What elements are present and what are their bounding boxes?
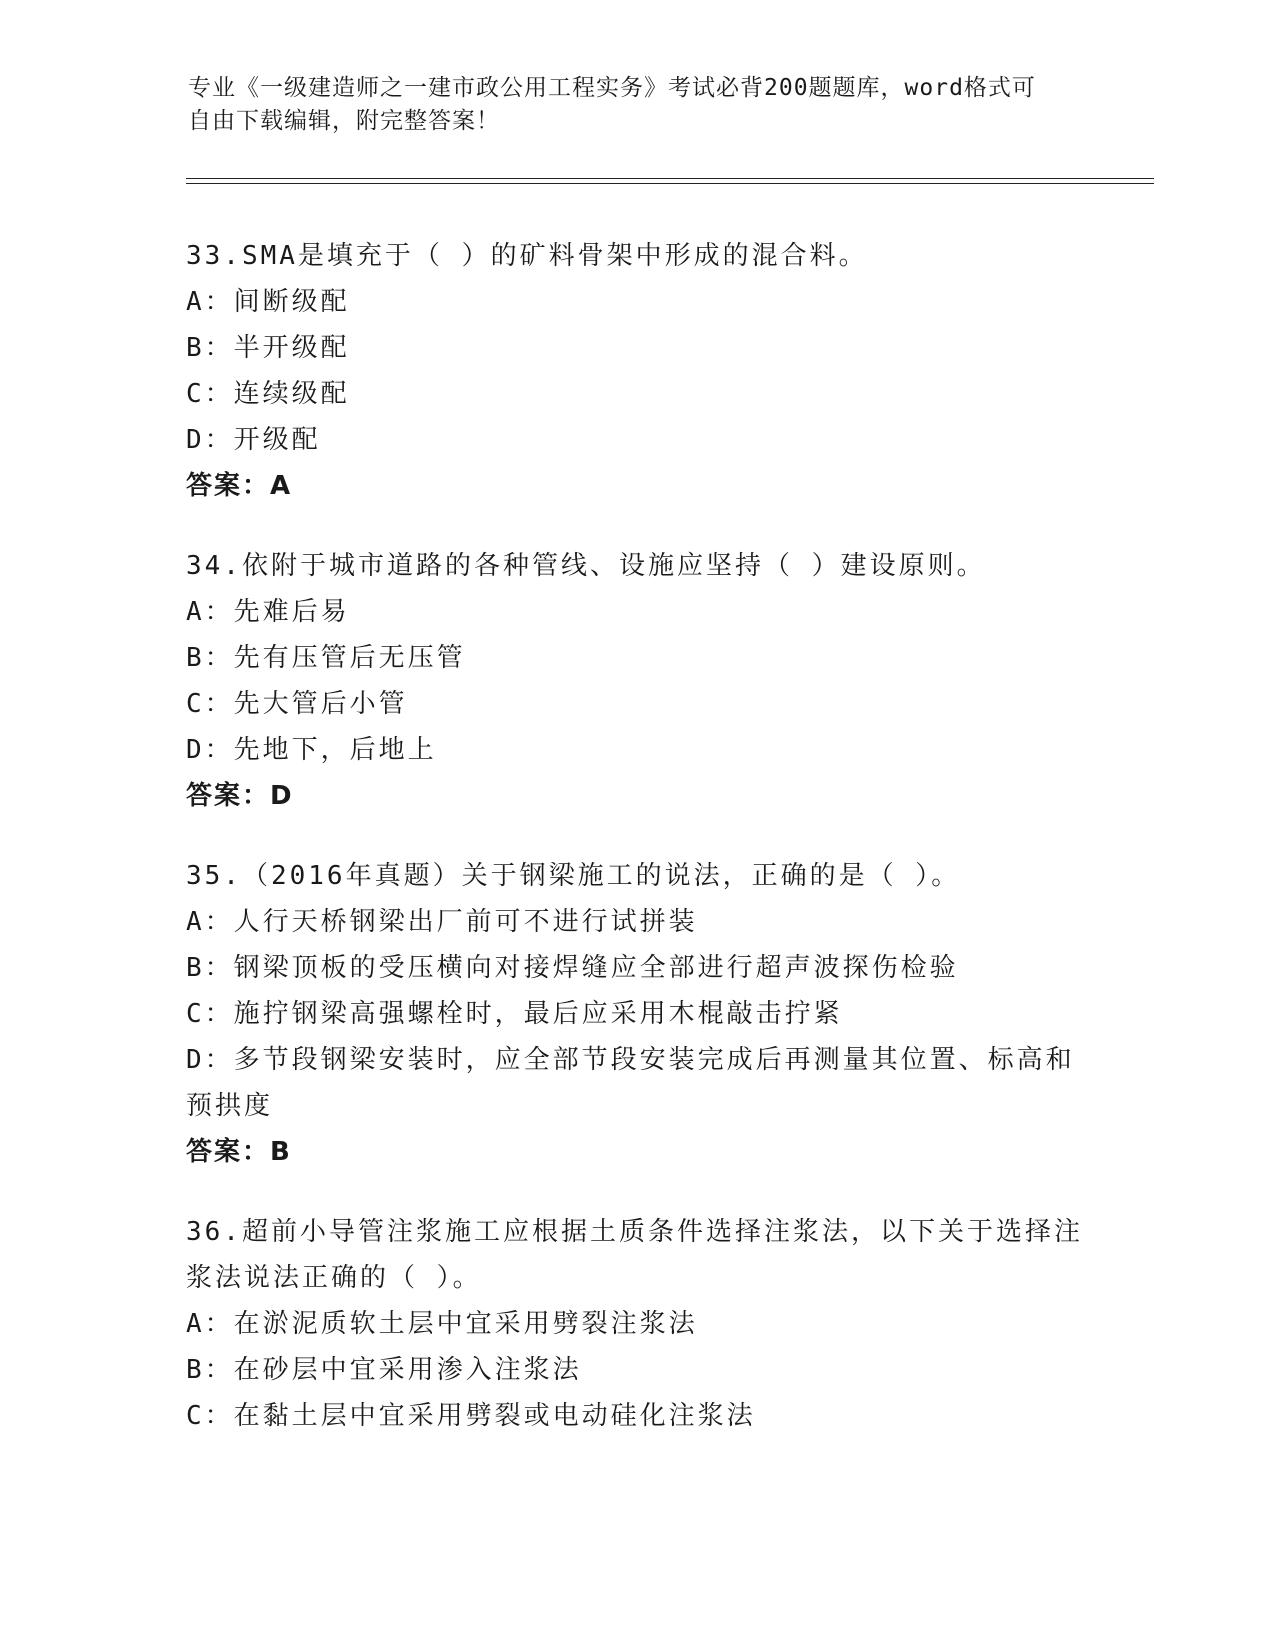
option-d: D：多节段钢梁安装时，应全部节段安装完成后再测量其位置、标高和	[186, 1045, 1075, 1075]
answer: 答案：D	[186, 781, 294, 811]
header-rule-top	[186, 178, 1154, 179]
document-header	[188, 72, 1078, 138]
header-line-1: 专业《一级建造师之一建市政公用工程实务》考试必背200题题库，word格式可	[188, 75, 1036, 101]
answer: 答案：B	[186, 1137, 292, 1167]
option-c: C：先大管后小管	[186, 689, 408, 719]
option-a: A：间断级配	[186, 287, 350, 317]
option-c: C：在黏土层中宜采用劈裂或电动硅化注浆法	[186, 1401, 756, 1431]
header-rule-bottom	[186, 183, 1154, 184]
question-36	[186, 1209, 1086, 1439]
option-b: B：钢梁顶板的受压横向对接焊缝应全部进行超声波探伤检验	[186, 953, 959, 983]
question-stem: 34.依附于城市道路的各种管线、设施应坚持（ ）建设原则。	[186, 551, 986, 581]
option-d: D：先地下，后地上	[186, 735, 437, 765]
option-b: B：半开级配	[186, 333, 350, 363]
option-a: A：在淤泥质软土层中宜采用劈裂注浆法	[186, 1309, 698, 1339]
option-c: C：施拧钢梁高强螺栓时，最后应采用木棍敲击拧紧	[186, 999, 843, 1029]
header-line-2: 自由下载编辑，附完整答案！	[188, 108, 500, 134]
question-34	[186, 543, 1086, 819]
option-a: A：人行天桥钢梁出厂前可不进行试拼装	[186, 907, 698, 937]
option-b: B：在砂层中宜采用渗入注浆法	[186, 1355, 582, 1385]
question-stem: 36.超前小导管注浆施工应根据土质条件选择注浆法，以下关于选择注	[186, 1217, 1083, 1247]
question-stem-continued: 浆法说法正确的（ ）。	[186, 1263, 482, 1293]
question-stem: 33.SMA是填充于（ ）的矿料骨架中形成的混合料。	[186, 241, 868, 271]
question-list	[186, 233, 1086, 1473]
option-a: A：先难后易	[186, 597, 350, 627]
question-35	[186, 853, 1086, 1175]
option-d-continued: 预拱度	[186, 1091, 274, 1121]
option-c: C：连续级配	[186, 379, 350, 409]
question-33	[186, 233, 1086, 509]
option-b: B：先有压管后无压管	[186, 643, 466, 673]
answer: 答案：A	[186, 471, 293, 501]
option-d: D：开级配	[186, 425, 321, 455]
question-stem: 35.（2016年真题）关于钢梁施工的说法，正确的是（ ）。	[186, 861, 961, 891]
